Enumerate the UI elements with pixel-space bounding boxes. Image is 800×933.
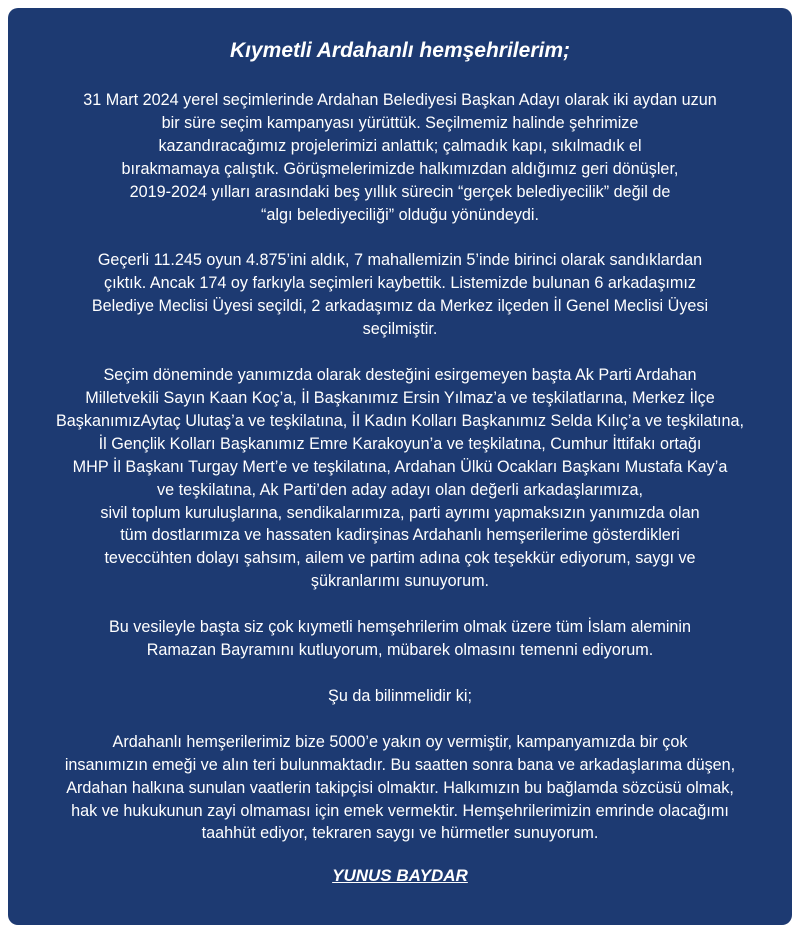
paragraph-line: “algı belediyeciliği” olduğu yönündeydi. (260, 205, 540, 224)
letter-paragraph (38, 616, 762, 662)
paragraph-line: şükranlarımı sunuyorum. (310, 572, 490, 591)
paragraph-line: ve teşkilatına, Ak Parti’den aday adayı olan değerli arkadaşlarımıza, (157, 480, 643, 499)
paragraph-line: Milletvekili Sayın Kaan Koç’a, İl Başkanımız Ersin Yılmaz’a ve teşkilatlarına, Merkez İlçe (85, 388, 715, 407)
paragraph-line: Seçim döneminde yanımızda olarak desteğini esirgemeyen başta Ak Parti Ardahan (103, 366, 697, 385)
letter-paragraph (38, 249, 762, 341)
paragraph-line: İl Gençlik Kolları Başkanımız Emre Karakoyun’a ve teşkilatına, Cumhur İttifakı ortağı (98, 434, 702, 453)
paragraph-line: Ardahan halkına sunulan vaatlerin takipçisi olmaktır. Halkımızın bu bağlamda sözcüsü olmak, (66, 778, 734, 797)
paragraph-line: 2019-2024 yılları arasındaki beş yıllık sürecin “gerçek belediyecilik” değil de (129, 182, 671, 201)
paragraph-line: çıktık. Ancak 174 oy farkıyla seçimleri kaybettik. Listemizde bulunan 6 arkadaşımız (103, 274, 696, 293)
paragraph-line: Şu da bilinmelidir ki; (328, 686, 472, 705)
paragraph-line: bir süre seçim kampanyası yürüttük. Seçilmemiz halinde şehrimize (161, 113, 639, 132)
paragraph-line: sivil toplum kuruluşlarına, sendikalarımıza, parti ayrımı yapmaksızın yanımızda olan (100, 503, 700, 522)
letter-paragraph (38, 364, 762, 593)
paragraph-line: teveccühten dolayı şahsım, ailem ve partim adına çok teşekkür ediyorum, saygı ve (104, 549, 696, 568)
letter-paragraph (38, 89, 762, 226)
statement-panel (8, 8, 792, 925)
paragraph-line: Ardahanlı hemşerilerimiz bize 5000’e yakın oy vermiştir, kampanyamızda bir çok (112, 732, 688, 751)
letter-paragraph (38, 731, 762, 846)
paragraph-line: bırakmamaya çalıştık. Görüşmelerimizde halkımızdan aldığımız geri dönüşler, (121, 159, 679, 178)
letter-body (38, 89, 762, 845)
paragraph-line: tüm dostlarımıza ve hassaten kadirşinas Ardahanlı hemşerilerime gösterdikleri (120, 526, 680, 545)
paragraph-line: hak ve hukukunun zayi olmaması için emek vermektir. Hemşehrilerimizin emrinde olacağımı (71, 801, 729, 820)
paragraph-line: MHP İl Başkanı Turgay Mert’e ve teşkilatına, Ardahan Ülkü Ocakları Başkanı Mustafa Kay’a (72, 457, 728, 476)
paragraph-line: Bu vesileyle başta siz çok kıymetli hemşehrilerim olmak üzere tüm İslam aleminin (108, 618, 692, 637)
paragraph-line: 31 Mart 2024 yerel seçimlerinde Ardahan Belediyesi Başkan Adayı olarak iki aydan uzun (83, 91, 717, 109)
letter-paragraph (38, 685, 762, 708)
paragraph-line: Ramazan Bayramını kutluyorum, mübarek olmasını temenni ediyorum. (146, 641, 654, 660)
paragraph-line: Geçerli 11.245 oyun 4.875’ini aldık, 7 mahallemizin 5’inde birinci olarak sandıklardan (97, 251, 703, 270)
paragraph-line: insanımızın emeği ve alın teri bulunmaktadır. Bu saatten sonra bana ve arkadaşlarıma düşen, (64, 755, 736, 774)
letter-greeting: Kıymetli Ardahanlı hemşehrilerim; (230, 39, 570, 62)
paragraph-line: seçilmiştir. (362, 320, 438, 339)
paragraph-line: BaşkanımızAytaç Ulutaş’a ve teşkilatına, İl Kadın Kolları Başkanımız Selda Kılıç’a ve teşkilatına, (56, 411, 744, 430)
paragraph-line: taahhüt ediyor, tekraren saygı ve hürmetler sunuyorum. (201, 824, 599, 843)
paragraph-line: kazandıracağımız projelerimizi anlattık; çalmadık kapı, sıkılmadık el (158, 136, 642, 155)
signature: YUNUS BAYDAR (332, 866, 468, 886)
paragraph-line: Belediye Meclisi Üyesi seçildi, 2 arkadaşımız da Merkez ilçeden İl Genel Meclisi Üyesi (91, 297, 709, 316)
